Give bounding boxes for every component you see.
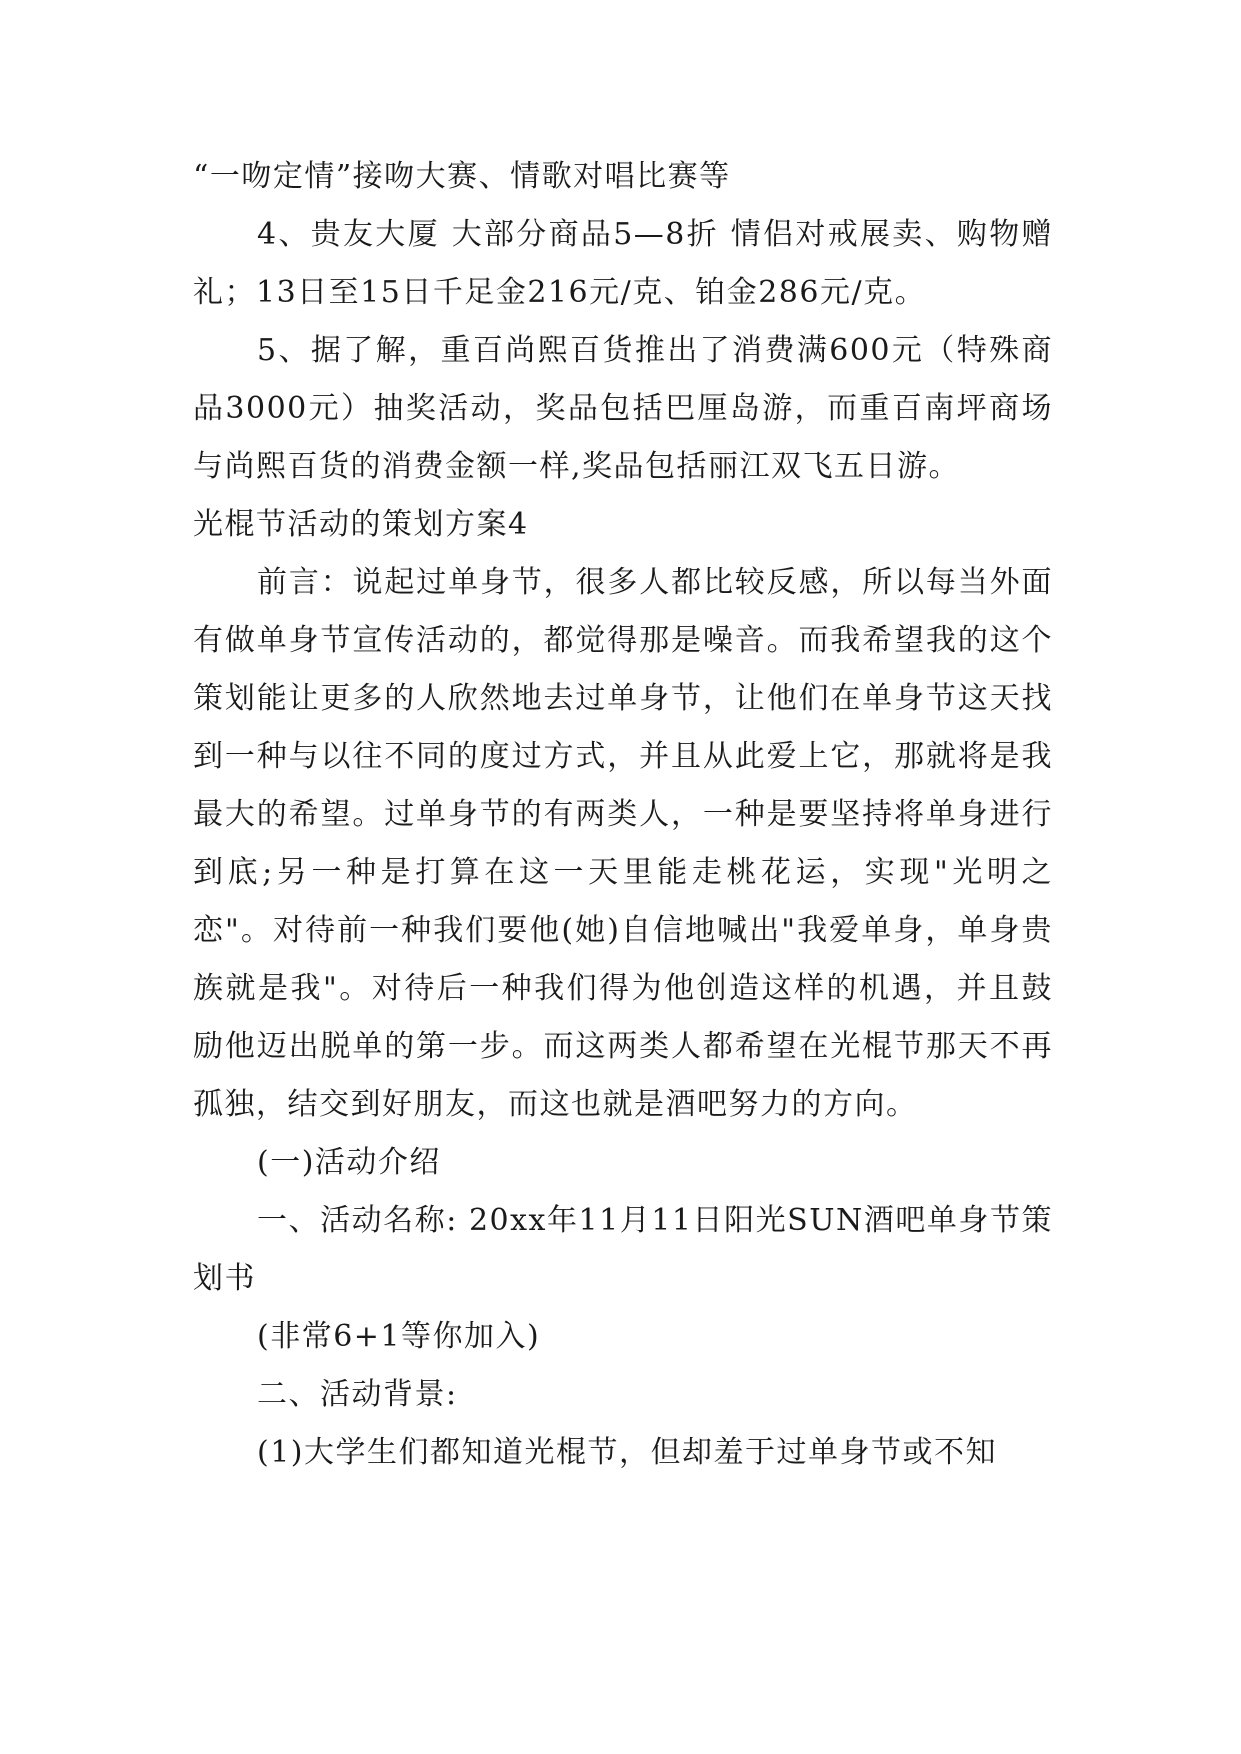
document-page bbox=[193, 148, 1053, 1482]
paragraph-contest-list: “一吻定情”接吻大赛、情歌对唱比赛等 bbox=[193, 159, 731, 194]
paragraph-guiyou-mall: 4、贵友大厦 大部分商品5—8折 情侣对戒展卖、购物赠礼；13日至15日千足金216元/克、铂金286元/克。 bbox=[193, 217, 1053, 310]
paragraph-slogan: (非常6+1等你加入) bbox=[257, 1319, 541, 1354]
paragraph-activity-intro: (一)活动介绍 bbox=[257, 1145, 441, 1180]
paragraph-preface: 前言：说起过单身节，很多人都比较反感，所以每当外面有做单身节宣传活动的，都觉得那是噪音。而我希望我的这个策划能让更多的人欣然地去过单身节，让他们在单身节这天找到一种与以往不同的度过方式，并且从此爱上它，那就将是我最大的希望。过单身节的有两类人，一种是要坚持将单身进行到底;另一种是打算在这一天里能走桃花运，实现"光明之恋"。对待前一种我们要他(她)自信地喊出"我爱单身，单身贵族就是我"。对待后一种我们得为他创造这样的机遇，并且鼓励他迈出脱单的第一步。而这两类人都希望在光棍节那天不再孤独，结交到好朋友，而这也就是酒吧努力的方向。 bbox=[193, 565, 1053, 1122]
paragraph-chongbai-lottery: 5、据了解，重百尚熙百货推出了消费满600元（特殊商品3000元）抽奖活动，奖品包括巴厘岛游，而重百南坪商场与尚熙百货的消费金额一样,奖品包括丽江双飞五日游。 bbox=[193, 333, 1053, 484]
paragraph-background-heading: 二、活动背景: bbox=[257, 1377, 458, 1412]
paragraph-background-1: (1)大学生们都知道光棍节，但却羞于过单身节或不知 bbox=[257, 1435, 997, 1470]
section-heading: 光棍节活动的策划方案4 bbox=[193, 507, 529, 542]
paragraph-activity-name: 一、活动名称: 20xx年11月11日阳光SUN酒吧单身节策划书 bbox=[193, 1203, 1053, 1296]
